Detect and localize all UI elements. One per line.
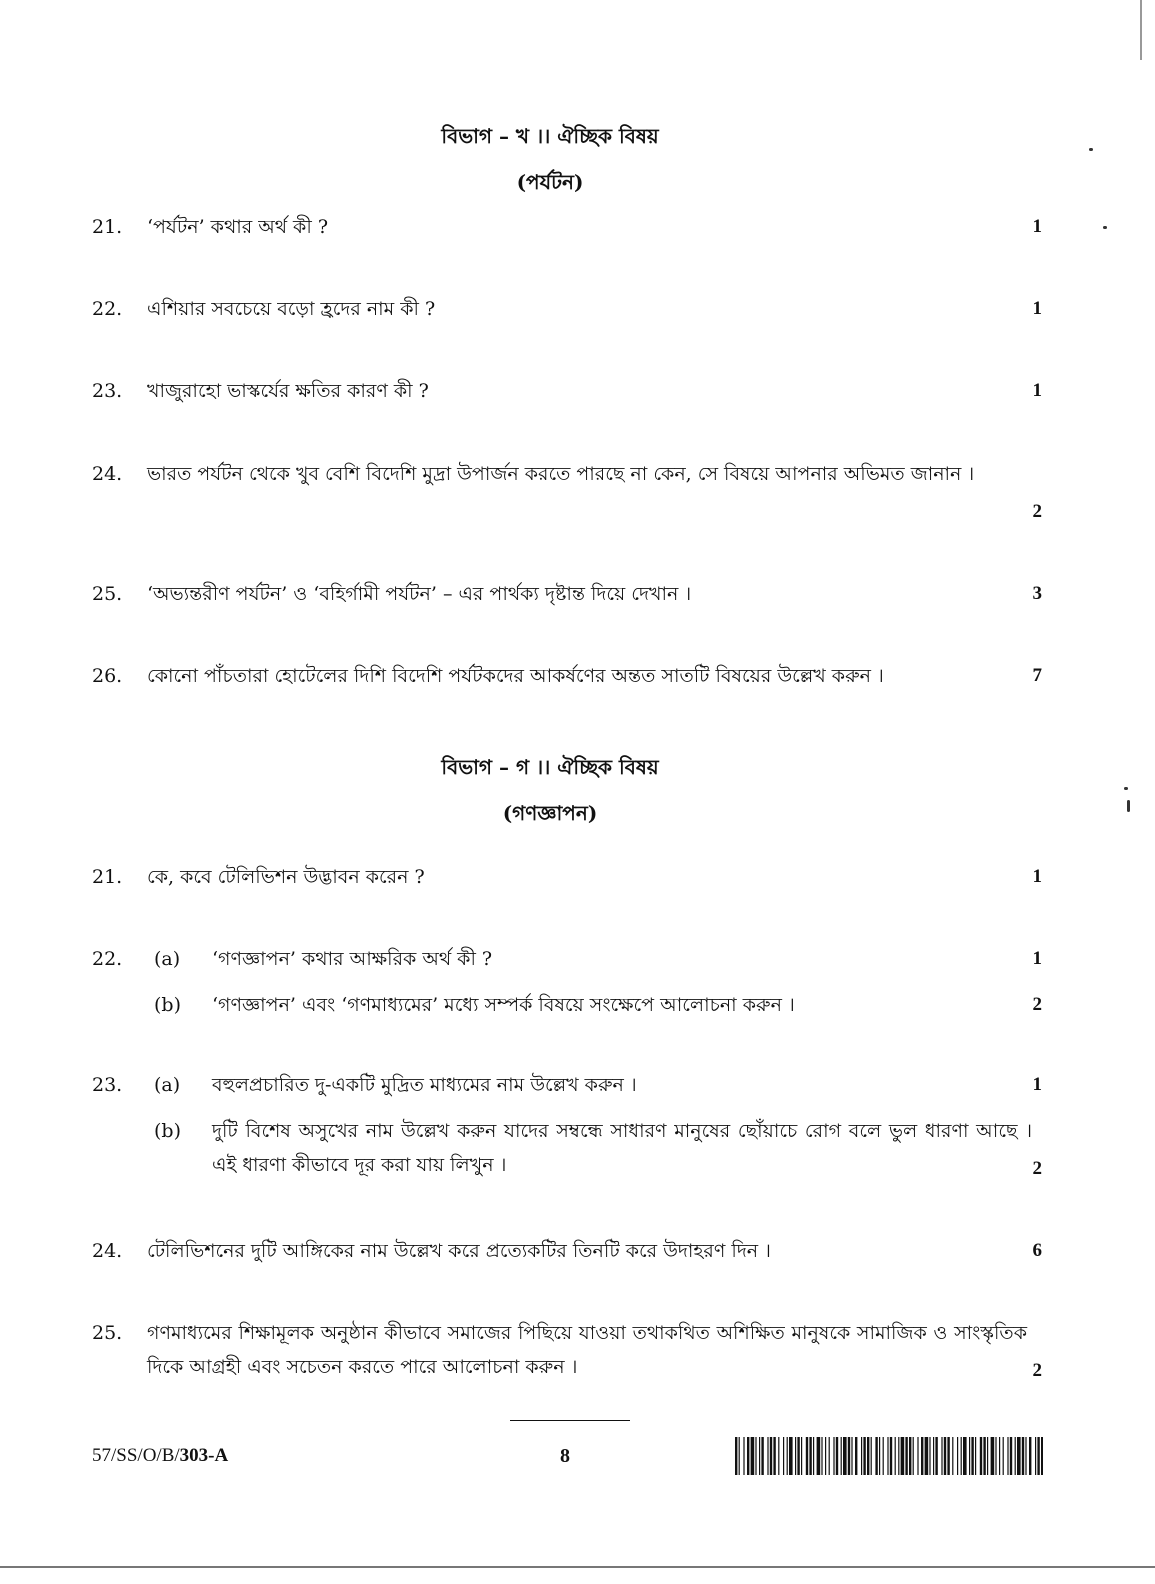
question-marks: 1 [1032,216,1042,237]
question-number: 23. [92,380,123,402]
barcode-image [735,1437,1043,1475]
question-marks: 3 [1032,583,1042,604]
question-marks: 6 [1032,1240,1042,1261]
question-text: কোনো পাঁচতারা হোটেলের দিশি বিদেশি পর্যটকদের আকর্ষণের অন্তত সাতটি বিষয়ের উল্লেখ করুন । [147,665,884,687]
question-number: 22. [92,948,123,970]
paper-code-prefix: 57/SS/O/B/ [92,1445,180,1466]
subquestion-label: (a) [154,1074,181,1096]
question-marks: 2 [1032,1360,1042,1381]
subquestion-label: (b) [154,994,181,1016]
question-number: 26. [92,665,123,687]
question-text: কে, কবে টেলিভিশন উদ্ভাবন করেন ? [147,866,425,888]
subquestion-text: ‘গণজ্ঞাপন’ কথার আক্ষরিক অর্থ কী ? [212,948,493,970]
question-marks: 2 [1032,994,1042,1015]
section-b-title: বিভাগ – খ ।। ঐচ্ছিক বিষয় [441,124,659,148]
subquestion-label: (b) [154,1120,181,1142]
question-text: ‘অভ্যন্তরীণ পর্যটন’ ও ‘বহির্গামী পর্যটন’ – এর পার্থক্য দৃষ্টান্ত দিয়ে দেখান । [147,583,692,605]
question-marks: 1 [1032,298,1042,319]
paper-code [92,1445,228,1467]
question-text: টেলিভিশনের দুটি আঙ্গিকের নাম উল্লেখ করে প্রত্যেকটির তিনটি করে উদাহরণ দিন । [147,1240,771,1262]
question-number: 25. [92,583,123,605]
subquestion-text: বহুলপ্রচারিত দু-একটি মুদ্রিত মাধ্যমের নাম উল্লেখ করুন । [212,1074,637,1096]
question-number: 25. [92,1322,123,1344]
scan-speck [1103,226,1107,229]
question-marks: 2 [1032,1158,1042,1179]
page-right-edge [1140,0,1142,60]
question-number: 22. [92,298,123,320]
question-text: খাজুরাহো ভাস্কর্যের ক্ষতির কারণ কী ? [147,380,429,402]
question-number: 24. [92,463,123,485]
scan-speck [1127,800,1130,812]
question-number: 21. [92,866,123,888]
question-marks: 2 [1032,501,1042,522]
question-number: 23. [92,1074,123,1096]
scan-speck [1124,787,1128,790]
question-marks: 1 [1032,866,1042,887]
section-b-subtitle: (পর্যটন) [516,170,584,194]
scan-speck [1089,148,1093,151]
section-c-subtitle: (গণজ্ঞাপন) [502,801,598,825]
subquestion-label: (a) [154,948,181,970]
subquestion-text: ‘গণজ্ঞাপন’ এবং ‘গণমাধ্যমের’ মধ্যে সম্পর্ক বিষয়ে সংক্ষেপে আলোচনা করুন । [212,994,795,1016]
end-rule [510,1420,630,1421]
section-c-title: বিভাগ – গ ।। ঐচ্ছিক বিষয় [441,755,659,779]
question-text: ‘পর্যটন’ কথার অর্থ কী ? [147,216,329,238]
subquestion-text: দুটি বিশেষ অসুখের নাম উল্লেখ করুন যাদের সম্বন্ধে সাধারণ মানুষের ছোঁয়াচে রোগ বলে ভুল ধারণা আছে । এই ধারণা কীভাবে দূর করা যায় লিখুন । [212,1120,1032,1176]
question-marks: 1 [1032,1074,1042,1095]
question-number: 21. [92,216,123,238]
question-marks: 1 [1032,380,1042,401]
paper-code-bold: 303-A [179,1445,229,1466]
question-text: এশিয়ার সবচেয়ে বড়ো হ্রদের নাম কী ? [147,298,436,320]
page-number: 8 [560,1445,570,1467]
question-marks: 7 [1032,665,1042,686]
question-number: 24. [92,1240,123,1262]
question-text: ভারত পর্যটন থেকে খুব বেশি বিদেশি মুদ্রা উপার্জন করতে পারছে না কেন, সে বিষয়ে আপনার অভিমত জানান । [147,463,975,485]
question-text: গণমাধ্যমের শিক্ষামূলক অনুষ্ঠান কীভাবে সমাজের পিছিয়ে যাওয়া তথাকথিত অশিক্ষিত মানুষকে সামাজিক ও সাংস্কৃতিক দিকে আগ্রহী এবং সচেতন করতে পারে আলোচনা করুন । [147,1322,1027,1378]
question-marks: 1 [1032,948,1042,969]
page-bottom-edge [0,1566,1155,1568]
